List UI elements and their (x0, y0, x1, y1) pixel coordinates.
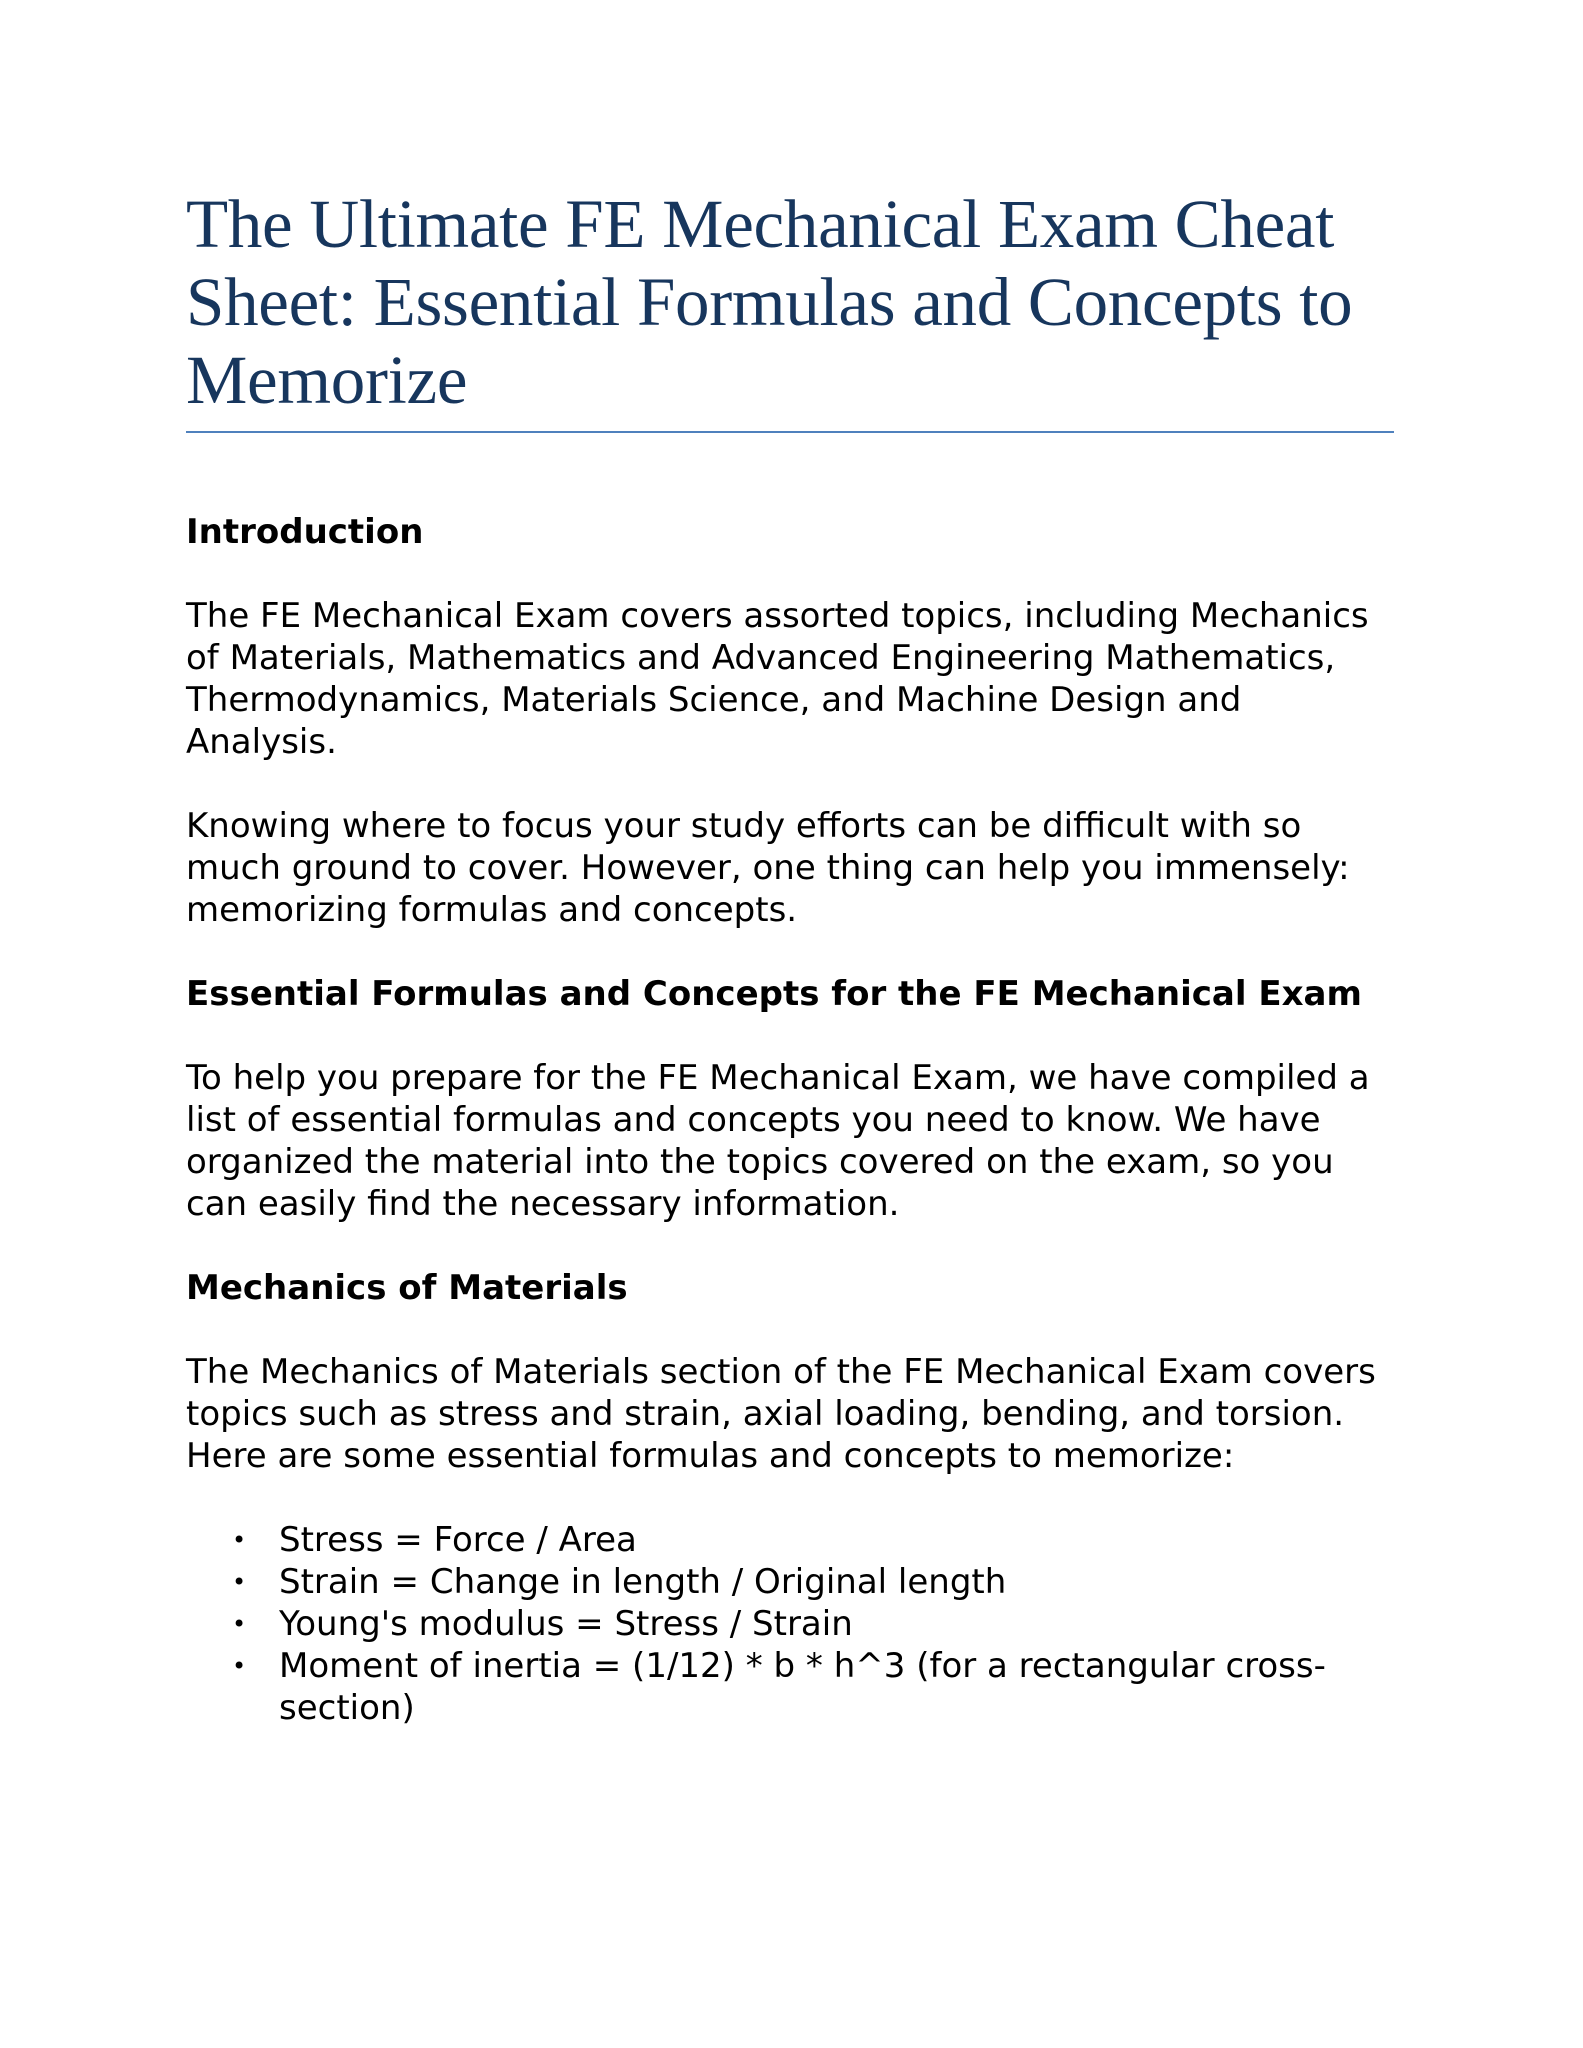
introduction-paragraph-1: The FE Mechanical Exam covers assorted topics, including Mechanics of Materials, Mathematics and Advanced Engineering Mathematics, Thermodynamics, Materials Science, and Machine Design and Analysis. (186, 596, 1369, 762)
introduction-paragraph-2: Knowing where to focus your study efforts can be difficult with so much ground to cover. However, one thing can help you immensely: memorizing formulas and concepts. (186, 806, 1350, 930)
formula-list-item (186, 1603, 1394, 1645)
formula-text: Strain = Change in length / Original length (279, 1562, 1007, 1602)
formula-list-item (186, 1519, 1394, 1561)
formula-list-item (186, 1645, 1394, 1729)
formula-list (186, 1519, 1394, 1729)
mechanics-of-materials-paragraph: The Mechanics of Materials section of the FE Mechanical Exam covers topics such as stress and strain, axial loading, bending, and torsion. Here are some essential formulas and concepts to memorize: (186, 1352, 1376, 1476)
essential-formulas-paragraph: To help you prepare for the FE Mechanical Exam, we have compiled a list of essential formulas and concepts you need to know. We have organized the material into the topics covered on the exam, so you can easily find the necessary information. (186, 1058, 1370, 1224)
essential-formulas-heading: Essential Formulas and Concepts for the FE Mechanical Exam (186, 974, 1362, 1014)
formula-text: Moment of inertia = (1/12) * b * h^3 (for a rectangular cross-section) (279, 1646, 1326, 1728)
bullet-icon: • (232, 1610, 247, 1638)
document-title: The Ultimate FE Mechanical Exam Cheat Sheet: Essential Formulas and Concepts to Memorize (186, 185, 1394, 433)
bullet-icon: • (232, 1526, 247, 1554)
mechanics-of-materials-heading: Mechanics of Materials (186, 1268, 628, 1308)
introduction-heading: Introduction (186, 512, 424, 552)
document-page (186, 185, 1394, 1729)
formula-list-item (186, 1561, 1394, 1603)
bullet-icon: • (232, 1652, 247, 1680)
formula-text: Stress = Force / Area (279, 1520, 637, 1560)
formula-text: Young's modulus = Stress / Strain (279, 1604, 853, 1644)
bullet-icon: • (232, 1568, 247, 1596)
